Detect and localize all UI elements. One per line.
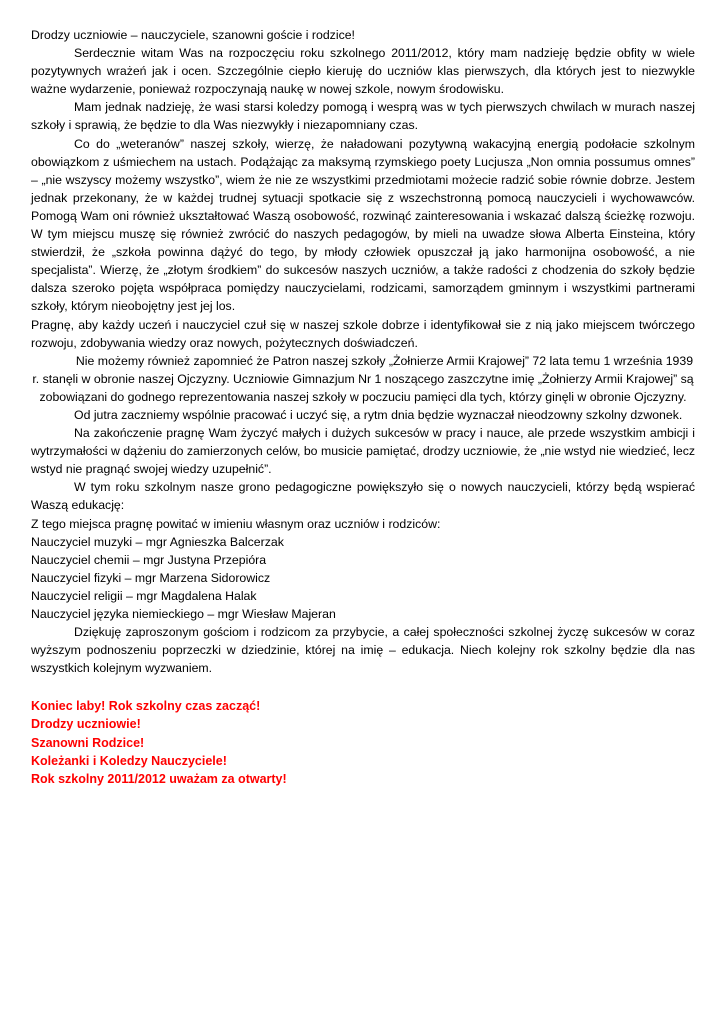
closing-line: Rok szkolny 2011/2012 uważam za otwarty!	[31, 771, 287, 786]
closing-line: Koleżanki i Koledzy Nauczyciele!	[31, 753, 227, 768]
paragraph-ending: Na zakończenie pragnę Wam życzyć małych i dużych sukcesów w pracy i nauce, ale przede wszystkim ambicji i wytrzymałości w dążeniu do zamierzonych celów, bo musicie pamiętać, drodzy uczniowie, że „nie wstyd nie wiedzieć, lecz wstyd nie pragnąć swojej wiedzy uzupełnić”.	[31, 426, 695, 477]
greeting: Drodzy uczniowie – nauczyciele, szanowni goście i rodzice!	[31, 28, 355, 42]
teacher-item: Nauczyciel chemii – mgr Justyna Przepióra	[31, 552, 267, 567]
closing-line: Koniec laby! Rok szkolny czas zacząć!	[31, 699, 261, 714]
teacher-item: Nauczyciel muzyki – mgr Agnieszka Balcerzak	[31, 534, 284, 549]
paragraph-new-teachers: W tym roku szkolnym nasze grono pedagogiczne powiększyło się o nowych nauczycieli, którzy będą wspierać Waszą edukację:	[31, 480, 695, 513]
spacer	[31, 677, 695, 697]
paragraph-veterans: Co do „weteranów” naszej szkoły, wierzę, że naładowani pozytywną wakacyjną energią podołacie szkolnym obowiązkom z uśmiechem na ustach. Podążając za maksymą rzymskiego poety Lucjusza „Non omnia possumus omnes” – „nie wszyscy możemy wszystko”, wiem że nie ze wszystkimi przedmiotami możecie radzić sobie równie dobrze. Jestem jednak przekonany, że w każdej trudnej sytuacji spotkacie się z wszechstronną pomocą nauczycieli i wychowawców. Pomogą Wam oni również ukształtować Waszą osobowość, rozwinąć zainteresowania i wskazać dalszą ścieżkę rozwoju. W tym miejscu muszę się również zwrócić do naszych pedagogów, by mieli na uwadze słowa Alberta Einsteina, który stwierdził, że „szkoła powinna dążyć do tego, by młody człowiek opuszczał ją jako harmonijna osobowość, a nie specjalista”. Wierzę, że „złotym środkiem” do sukcesów naszych uczniów, a także radości z chodzenia do szkoły będzie dalsza szeroko pojęta współpraca pomiędzy nauczycielami, rodzicami, samorządem gminnym i wszystkimi partnerami szkoły, którym nieobojętny jest jej los.	[31, 136, 695, 314]
paragraph-older-students: Mam jednak nadzieję, że wasi starsi koledzy pomogą i wesprą was w tych pierwszych chwilach w murach naszej szkoły i sprawią, że będzie to dla Was niezwykły i niezapomniany czas.	[31, 100, 695, 133]
paragraph-tomorrow: Od jutra zaczniemy wspólnie pracować i uczyć się, a rytm dnia będzie wyznaczał nieodzowny szkolny dzwonek.	[74, 407, 683, 422]
paragraph-thanks: Dziękuję zaproszonym gościom i rodzicom za przybycie, a całej społeczności szkolnej życzę sukcesów w coraz wyższym podnoszeniu poprzeczki w dziedzinie, której na imię – edukacja. Niech kolejny rok szkolny będzie dla nas wszystkich kolejnym wyzwaniem.	[31, 625, 695, 676]
teacher-item: Nauczyciel fizyki – mgr Marzena Sidorowicz	[31, 570, 271, 585]
speech-document	[31, 26, 695, 788]
closing-line: Szanowni Rodzice!	[31, 735, 145, 750]
paragraph-wish: Pragnę, aby każdy uczeń i nauczyciel czuł się w naszej szkole dobrze i identyfikował sie z nią jako miejscem twórczego rozwoju, zdobywania wiedzy oraz nowych, pożytecznych doświadczeń.	[31, 317, 695, 350]
teacher-item: Nauczyciel religii – mgr Magdalena Halak	[31, 588, 257, 603]
closing-line: Drodzy uczniowie!	[31, 717, 141, 732]
intro-line: Z tego miejsca pragnę powitać w imieniu własnym oraz uczniów i rodziców:	[31, 516, 441, 531]
paragraph-opening: Serdecznie witam Was na rozpoczęciu roku szkolnego 2011/2012, który mam nadzieję będzie obfity w wiele pozytywnych wrażeń jak i ocen. Szczególnie ciepło kieruję do uczniów klas pierwszych, dla których jest to niezwykle ważne wydarzenie, ponieważ rozpoczynają naukę w nowej szkole, nowym środowisku.	[31, 46, 695, 97]
paragraph-patron: Nie możemy również zapomnieć że Patron naszej szkoły „Żołnierze Armii Krajowej” 72 lata temu 1 września 1939 r. stanęli w obronie naszej Ojczyzny. Uczniowie Gimnazjum Nr 1 noszącego zaszczytne imię „Żołnierzy Armii Krajowej” są zobowiązani do godnego reprezentowania naszej szkoły w poczuciu pamięci dla tych, którzy ginęli w obronie Ojczyzny.	[32, 353, 694, 404]
teacher-item: Nauczyciel języka niemieckiego – mgr Wiesław Majeran	[31, 607, 336, 621]
